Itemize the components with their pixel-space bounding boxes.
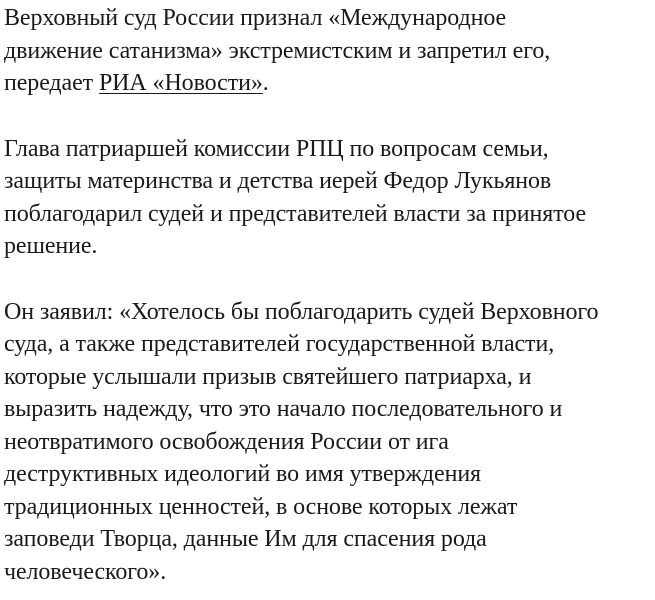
text-line: движение сатанизма» экстремистским и запретил его,: [4, 37, 551, 64]
text-line: деструктивных идеологий во имя утверждения: [4, 461, 481, 487]
text-line: суда, а также представителей государственной власти,: [4, 331, 555, 357]
text-line: неотвратимого освобождения России от ига: [4, 428, 449, 455]
text-line: поблагодарил судей и представителей власти за принятое: [4, 200, 587, 227]
text-fragment: передает: [4, 70, 99, 96]
text-line: которые услышали призыв святейшего патриарха, и: [4, 363, 532, 390]
text-line: человеческого».: [4, 558, 167, 585]
text-line: заповеди Творца, данные Им для спасения рода: [4, 526, 487, 552]
paragraph-quote: [4, 296, 652, 589]
text-line: Верховный суд России признал «Международное: [4, 5, 507, 31]
text-line: Он заявил: «Хотелось бы поблагодарить судей Верховного: [4, 298, 599, 325]
source-link-ria-novosti[interactable]: РИА «Новости»: [98, 70, 263, 96]
paragraph-gratitude: [4, 133, 652, 263]
text-line: решение.: [4, 233, 98, 259]
text-line: традиционных ценностей, в основе которых лежат: [4, 493, 518, 520]
text-line: [4, 67, 652, 100]
text-fragment: .: [262, 70, 269, 96]
text-line: Глава патриаршей комиссии РПЦ по вопросам семьи,: [4, 135, 549, 162]
article-body: [4, 2, 652, 588]
paragraph-court-ruling: [4, 2, 652, 100]
text-line: выразить надежду, что это начало последовательного и: [4, 396, 563, 422]
text-line: защиты материнства и детства иерей Федор Лукьянов: [4, 168, 552, 194]
